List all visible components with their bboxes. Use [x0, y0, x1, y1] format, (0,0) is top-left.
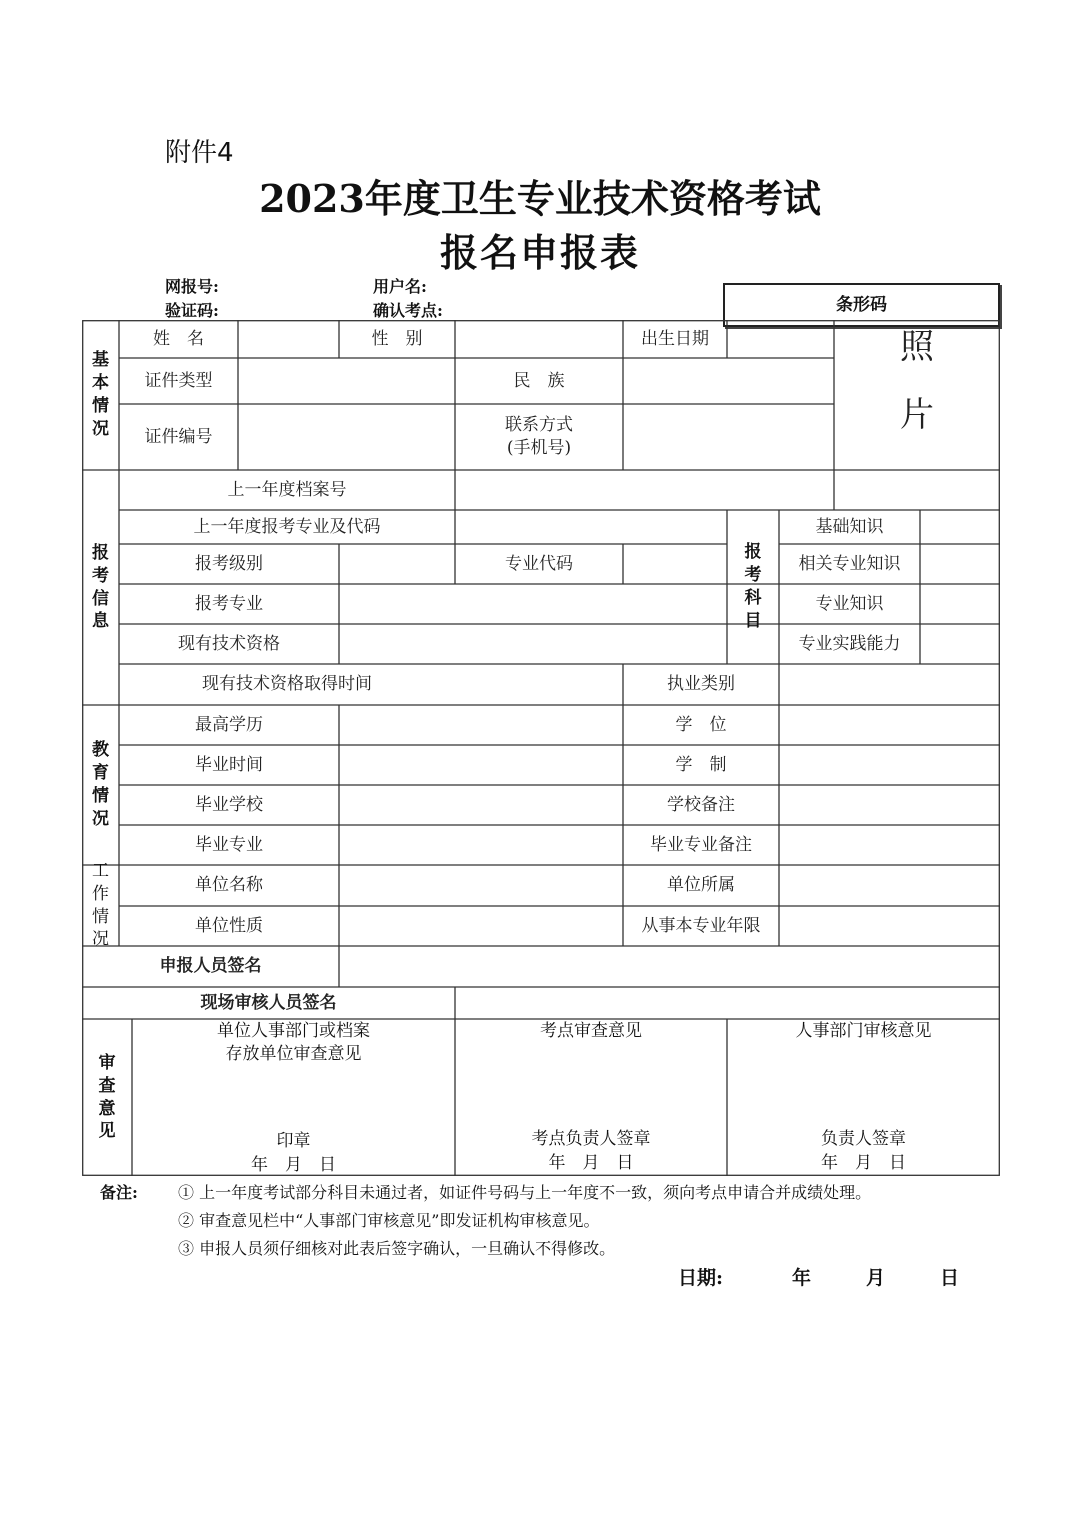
- date-label: 日期:: [678, 1267, 724, 1289]
- field-gender[interactable]: [455, 320, 623, 358]
- field-contact[interactable]: [623, 404, 834, 470]
- label-name: 姓 名: [153, 328, 204, 349]
- label-practice-ability: 专业实践能力: [798, 633, 901, 654]
- label-graduation-school: 毕业学校: [195, 794, 263, 815]
- label-ethnicity: 民 族: [513, 370, 565, 391]
- label-applicant-signature: 申报人员签名: [159, 956, 262, 977]
- field-unit-name[interactable]: [339, 865, 623, 906]
- label-practice-type: 执业类别: [667, 674, 735, 695]
- field-graduation-time[interactable]: [339, 745, 623, 785]
- field-qualification-time[interactable]: [342, 664, 626, 705]
- label-unit-affiliation: 单位所属: [667, 875, 735, 896]
- field-unit-affiliation[interactable]: [779, 865, 1000, 906]
- date-year: 年: [792, 1267, 812, 1289]
- field-major-code[interactable]: [623, 544, 727, 584]
- field-unit-nature[interactable]: [339, 906, 623, 946]
- review-unit-hr-heading: 单位人事部门或档案 存放单位审查意见: [217, 1021, 370, 1064]
- section-exam-info: 报考信息: [92, 542, 109, 632]
- label-schooling-length: 学 制: [675, 754, 727, 775]
- field-graduation-major-note[interactable]: [779, 825, 1000, 865]
- review-exam-site-signature: 考点负责人签章: [531, 1129, 651, 1149]
- field-birth-date[interactable]: [727, 320, 834, 358]
- label-related-knowledge: 相关专业知识: [798, 553, 901, 574]
- field-basic-knowledge[interactable]: [920, 510, 1000, 544]
- field-graduation-school[interactable]: [339, 785, 623, 825]
- field-major-knowledge[interactable]: [920, 584, 1000, 624]
- form-subtitle: 报名申报表: [439, 230, 640, 275]
- field-current-qualification[interactable]: [339, 624, 727, 664]
- photo-box: 照 片: [900, 327, 934, 435]
- field-id-type[interactable]: [238, 358, 455, 404]
- label-major-knowledge: 专业知识: [815, 593, 884, 614]
- label-exam-level: 报考级别: [195, 553, 263, 574]
- label-graduation-time: 毕业时间: [195, 754, 263, 775]
- field-exam-level[interactable]: [339, 544, 455, 584]
- label-highest-education: 最高学历: [195, 714, 263, 735]
- review-exam-site-date: 年 月 日: [548, 1153, 634, 1173]
- label-unit-nature: 单位性质: [195, 915, 263, 936]
- notes-label: 备注:: [100, 1183, 138, 1202]
- field-school-note[interactable]: [779, 785, 1000, 825]
- label-current-qualification: 现有技术资格: [178, 633, 280, 654]
- label-birth-date: 出生日期: [641, 328, 709, 349]
- label-exam-major: 报考专业: [195, 593, 263, 614]
- section-basic-info: 基本情况: [92, 350, 109, 439]
- field-prev-file-no[interactable]: [455, 470, 834, 510]
- label-id-number: 证件编号: [144, 426, 213, 447]
- barcode-box: 条形码: [723, 283, 1000, 327]
- label-degree: 学 位: [675, 714, 727, 735]
- verification-code-label: 验证码:: [165, 301, 219, 320]
- registration-form-table: [82, 320, 1000, 1176]
- section-exam-subjects: 报考科目: [744, 542, 762, 631]
- field-related-knowledge[interactable]: [920, 544, 1000, 584]
- field-schooling-length[interactable]: [779, 745, 1000, 785]
- note-item-1: ① 上一年度考试部分科目未通过者，如证件号码与上一年度不一致，须向考点申请合并成绩处理。: [178, 1183, 872, 1202]
- date-month: 月: [866, 1267, 886, 1289]
- field-graduation-major[interactable]: [339, 825, 623, 865]
- web-registration-no-label: 网报号:: [165, 277, 219, 296]
- username-label: 用户名:: [373, 277, 427, 296]
- label-years-in-major: 从事本专业年限: [641, 915, 761, 936]
- review-exam-site-heading: 考点审查意见: [540, 1021, 642, 1041]
- field-name[interactable]: [238, 320, 339, 358]
- label-major-code: 专业代码: [505, 553, 573, 574]
- confirm-site-label: 确认考点:: [373, 301, 443, 320]
- label-school-note: 学校备注: [667, 794, 735, 815]
- section-review: 审查意见: [98, 1052, 116, 1142]
- review-unit-hr-date: 年 月 日: [251, 1155, 336, 1175]
- field-prev-major-code[interactable]: [455, 510, 727, 544]
- label-prev-major-code: 上一年度报考专业及代码: [193, 516, 381, 537]
- label-graduation-major-note: 毕业专业备注: [650, 834, 752, 855]
- field-years-in-major[interactable]: [779, 906, 1000, 946]
- review-hr-dept-signature: 负责人签章: [821, 1129, 906, 1149]
- field-ethnicity[interactable]: [623, 358, 834, 404]
- label-prev-file-no: 上一年度档案号: [227, 479, 347, 500]
- field-practice-ability[interactable]: [920, 624, 1000, 664]
- label-onsite-reviewer-signature: 现场审核人员签名: [200, 992, 337, 1013]
- date-day: 日: [940, 1267, 960, 1289]
- field-onsite-reviewer-signature[interactable]: [455, 987, 1000, 1019]
- note-item-2: ② 审查意见栏中“人事部门审核意见”即发证机构审核意见。: [178, 1211, 600, 1230]
- label-id-type: 证件类型: [144, 370, 213, 391]
- field-practice-type[interactable]: [779, 664, 1000, 705]
- review-hr-dept-date: 年 月 日: [821, 1153, 906, 1173]
- field-exam-major[interactable]: [339, 584, 727, 624]
- field-degree[interactable]: [779, 705, 1000, 745]
- review-unit-hr-seal: 印章: [276, 1131, 311, 1151]
- label-graduation-major: 毕业专业: [195, 834, 263, 855]
- form-title: 2023年度卫生专业技术资格考试: [259, 176, 821, 221]
- note-item-3: ③ 申报人员须仔细核对此表后签字确认，一旦确认不得修改。: [178, 1239, 616, 1258]
- review-hr-dept-heading: 人事部门审核意见: [795, 1021, 932, 1041]
- field-applicant-signature[interactable]: [339, 946, 1000, 987]
- field-highest-education[interactable]: [339, 705, 623, 745]
- field-id-number[interactable]: [238, 404, 455, 470]
- label-gender: 性 别: [371, 328, 423, 349]
- label-contact: 联系方式 (手机号): [505, 415, 573, 458]
- attachment-label: 附件4: [165, 138, 234, 168]
- label-basic-knowledge: 基础知识: [815, 516, 884, 537]
- section-work: 工作情况: [92, 860, 109, 950]
- label-qualification-time: 现有技术资格取得时间: [202, 674, 372, 695]
- section-education: 教育情况: [92, 740, 109, 829]
- label-unit-name: 单位名称: [195, 875, 263, 896]
